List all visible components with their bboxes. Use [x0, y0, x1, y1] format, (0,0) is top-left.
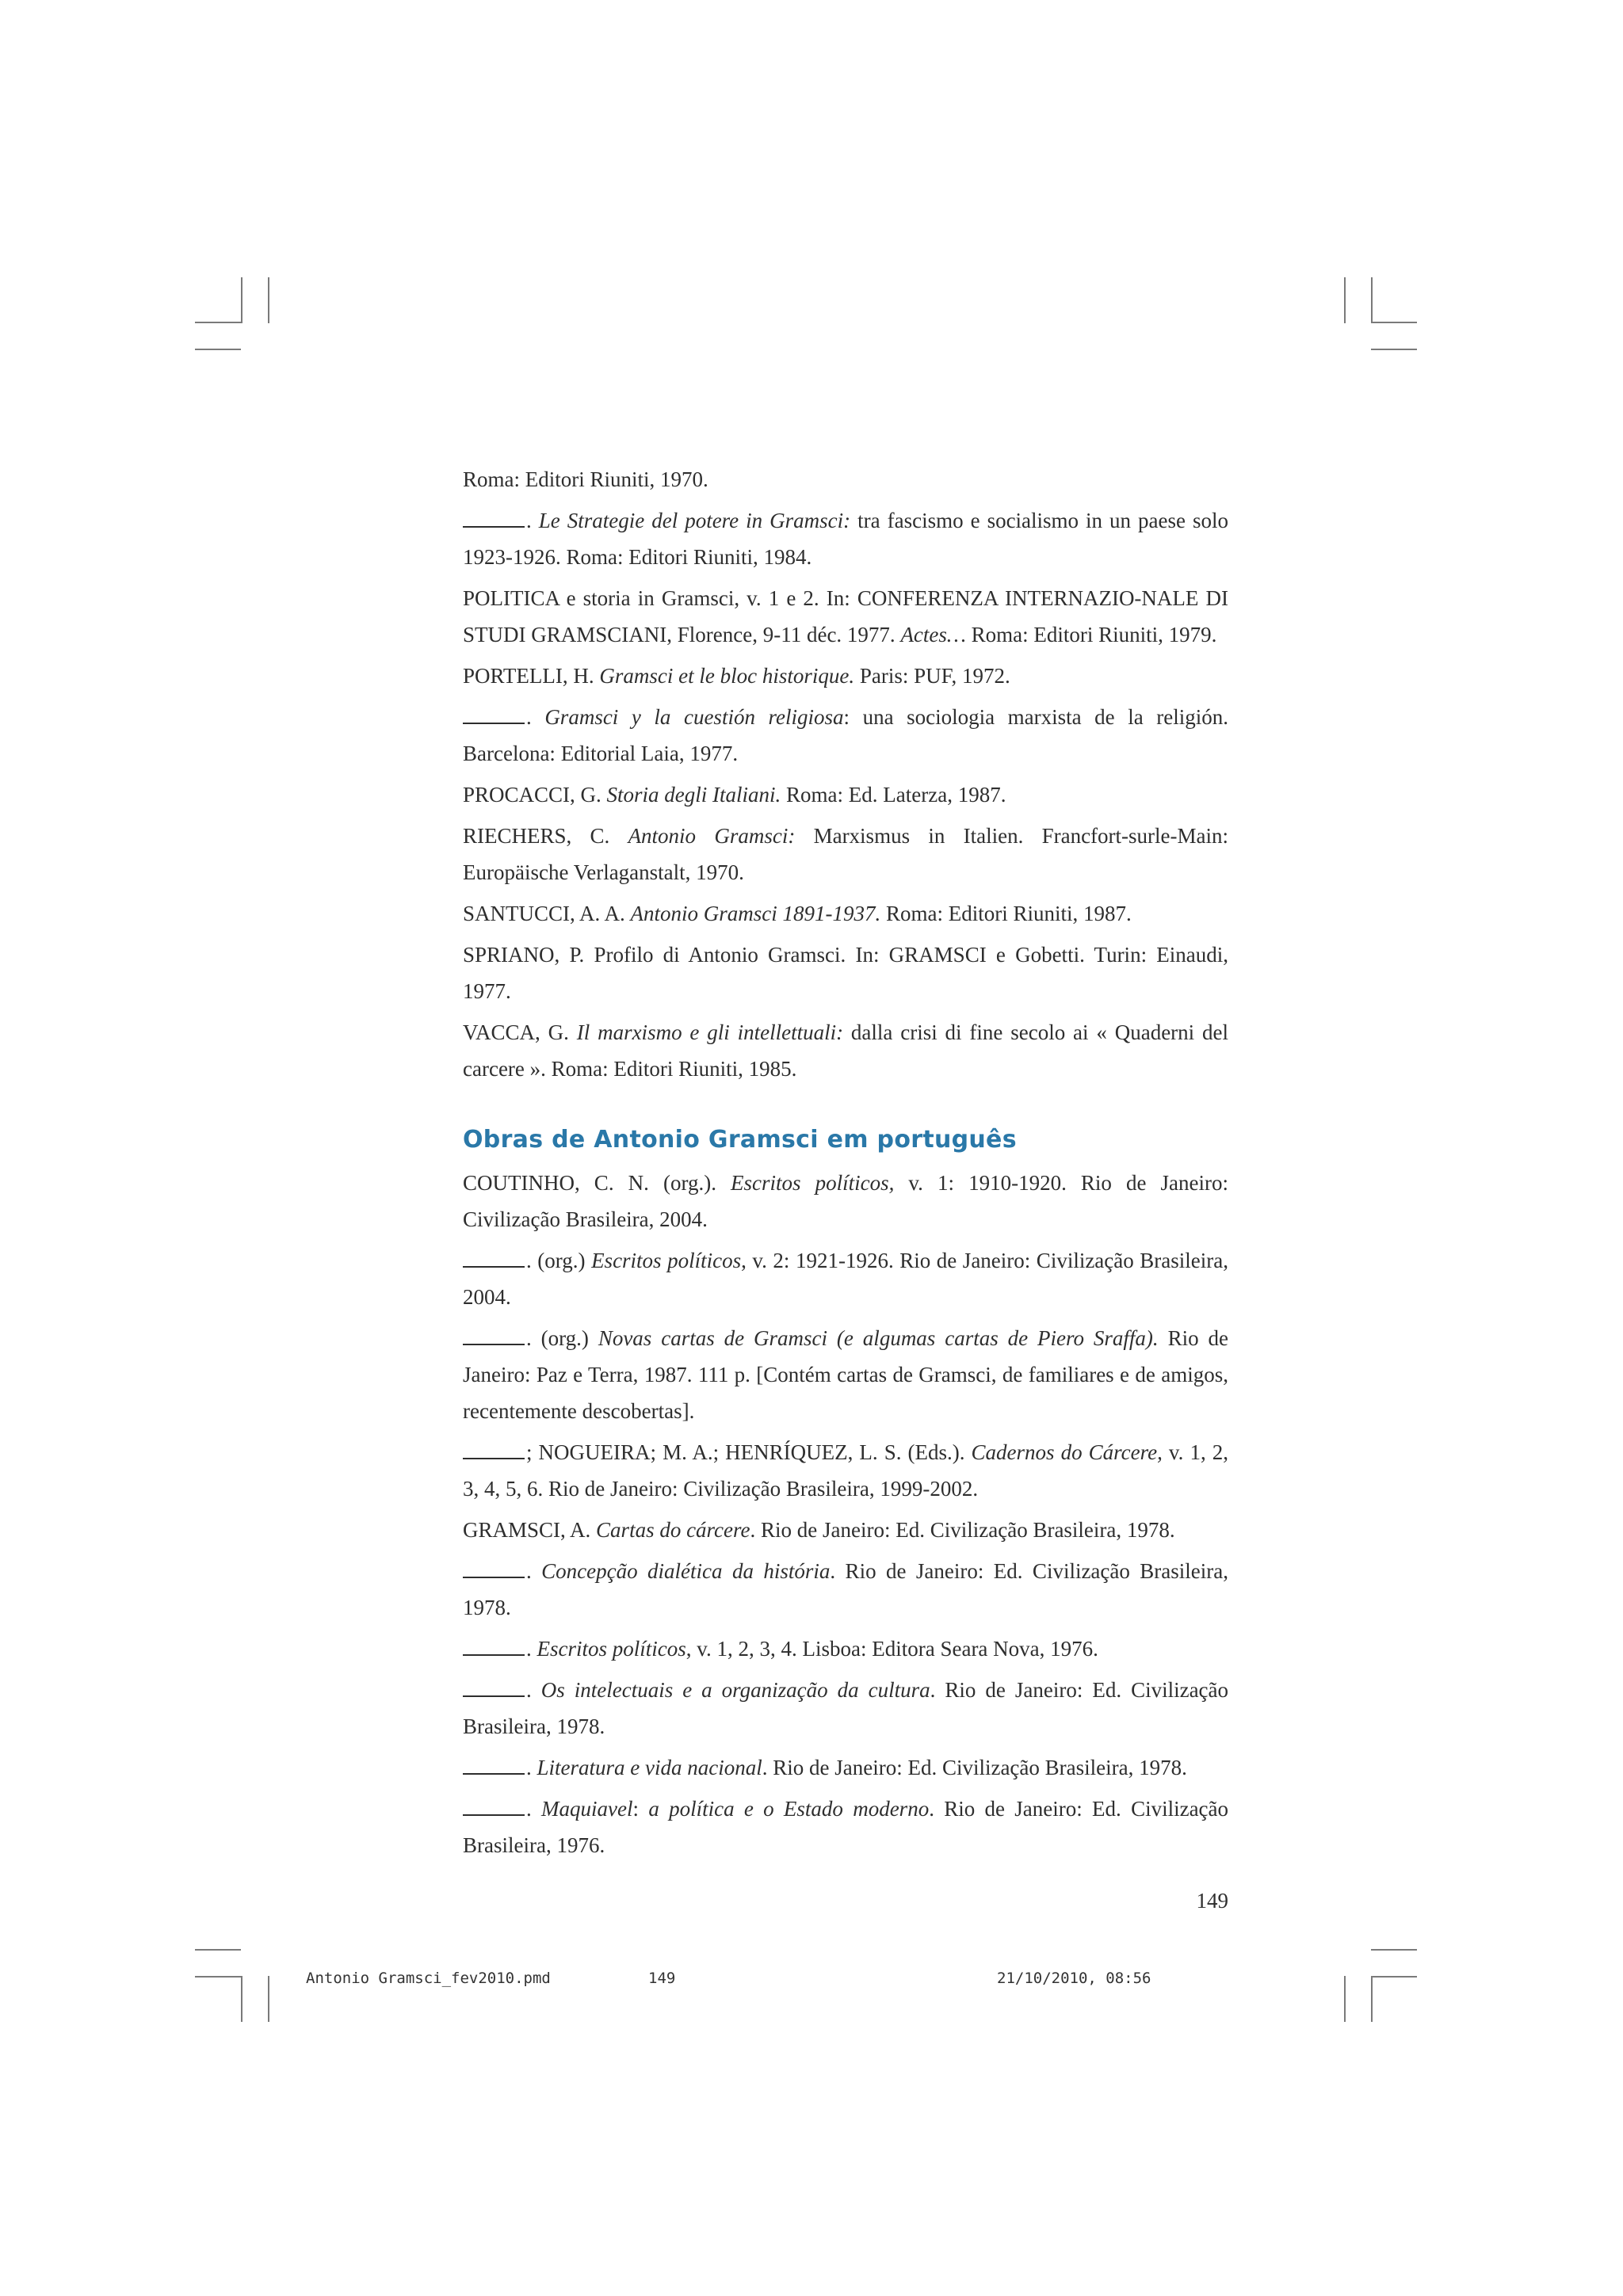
entry-text: . — [526, 1637, 537, 1661]
section-heading: Obras de Antonio Gramsci em português — [463, 1126, 1017, 1154]
entry-text: . Rio de Janeiro: Ed. Civilização Brasileira, 1978. — [463, 1559, 1229, 1619]
bibliography-entry — [463, 818, 1228, 891]
repeat-author-dash — [463, 1814, 525, 1816]
entry-text: RIECHERS, C. — [463, 824, 628, 848]
entry-title: Storia degli Italiani. — [606, 783, 781, 807]
crop-mark — [195, 1949, 241, 1951]
page-number: 149 — [1196, 1889, 1228, 1913]
entry-title: Escritos políticos, — [731, 1171, 895, 1195]
bibliography-entry — [463, 1165, 1228, 1238]
entry-text: . (org.) — [526, 1326, 598, 1350]
entry-text: . — [526, 1756, 537, 1779]
repeat-author-dash — [463, 1266, 525, 1268]
crop-mark — [1371, 322, 1417, 323]
footer-filename: Antonio Gramsci_fev2010.pmd — [306, 1970, 551, 1987]
bibliography-entry — [463, 1014, 1228, 1087]
bibliography-entry — [463, 1320, 1228, 1429]
entry-text: v. 1: 1910-1920. Rio de Janeiro: Civilização Brasileira, 2004. — [463, 1171, 1229, 1231]
entry-text: VACCA, G. — [463, 1020, 577, 1044]
crop-mark — [268, 277, 269, 323]
repeat-author-dash — [463, 1344, 525, 1345]
bibliography-entry — [463, 1791, 1228, 1863]
entry-text: : una sociologia marxista de la religión. Barcelona: Editorial Laia, 1977. — [463, 705, 1228, 765]
entry-title: Le Strategie del potere in Gramsci: — [538, 509, 851, 532]
entry-title: Il marxismo e gli intellettuali: — [576, 1020, 844, 1044]
bibliography-entry — [463, 936, 1228, 1009]
bibliography-entry — [463, 1553, 1228, 1626]
entry-title: Escritos políticos — [591, 1249, 742, 1272]
entry-text: Paris: PUF, 1972. — [854, 664, 1010, 688]
entry-title: Cartas do cárcere — [596, 1518, 750, 1542]
bibliography-entry — [463, 1512, 1228, 1548]
bibliography-entry — [463, 776, 1228, 813]
bibliography-entry — [463, 1672, 1228, 1745]
entry-text: ; NOGUEIRA; M. A.; HENRÍQUEZ, L. S. (Eds.). — [526, 1440, 972, 1464]
bibliography-entry — [463, 658, 1228, 694]
repeat-author-dash — [463, 1773, 525, 1775]
bibliography-list — [463, 461, 1228, 1087]
crop-mark — [1344, 1976, 1346, 2022]
entry-text: SPRIANO, P. Profilo di Antonio Gramsci. In: GRAMSCI e Gobetti. Turin: Einaudi, 1977. — [463, 943, 1228, 1003]
entry-text: Roma: Ed. Laterza, 1987. — [781, 783, 1006, 807]
crop-mark — [1371, 277, 1373, 323]
entry-title: Escritos políticos — [537, 1637, 686, 1661]
crop-mark — [1371, 349, 1417, 350]
bibliography-entry — [463, 895, 1228, 932]
crop-mark — [241, 277, 242, 323]
crop-mark — [1371, 1976, 1373, 2022]
entry-title: Gramsci et le bloc historique. — [599, 664, 855, 688]
entry-text: Marxismus in Italien. Francfort-surle-Main: Europäische Verlaganstalt, 1970. — [463, 824, 1229, 884]
entry-text: COUTINHO, C. N. (org.). — [463, 1171, 731, 1195]
entry-text: PORTELLI, H. — [463, 664, 600, 688]
entry-title: Cadernos do Cárcere, — [971, 1440, 1163, 1464]
entry-text: tra fascismo e socialismo in un paese solo 1923-1926. Roma: Editori Riuniti, 1984. — [463, 509, 1228, 569]
entry-text: . Rio de Janeiro: Ed. Civilização Brasileira, 1978. — [463, 1678, 1229, 1738]
bibliography-entry — [463, 699, 1228, 772]
bibliography-entry — [463, 502, 1228, 575]
repeat-author-dash — [463, 526, 525, 528]
crop-mark — [1371, 1949, 1417, 1951]
bibliography-text — [463, 461, 1228, 1868]
entry-title: Literatura e vida nacional — [537, 1756, 762, 1779]
entry-text: . — [526, 1797, 542, 1821]
entry-text: . (org.) — [526, 1249, 592, 1272]
crop-mark — [195, 349, 241, 350]
crop-mark — [1371, 1976, 1417, 1978]
crop-mark — [195, 1976, 241, 1978]
bibliography-entry — [463, 1749, 1228, 1786]
bibliography-entry — [463, 1630, 1228, 1667]
entry-text: . Rio de Janeiro: Ed. Civilização Brasileira, 1978. — [762, 1756, 1187, 1779]
repeat-author-dash — [463, 1458, 525, 1459]
entry-text: dalla crisi di fine secolo ai « Quaderni del carcere ». Roma: Editori Riuniti, 1985. — [463, 1020, 1229, 1081]
entry-text: : — [632, 1797, 649, 1821]
entry-text: Rio de Janeiro: Paz e Terra, 1987. 111 p. [Contém cartas de Gramsci, de familiares e de amigos, recentemente descobertas]. — [463, 1326, 1228, 1423]
repeat-author-dash — [463, 723, 525, 724]
entry-text: Roma: Editori Riuniti, 1987. — [880, 902, 1132, 925]
entry-text: . — [526, 705, 545, 729]
bibliography-entry — [463, 1242, 1228, 1315]
entry-text: PROCACCI, G. — [463, 783, 607, 807]
entry-text: v. 1, 2, 3, 4, 5, 6. Rio de Janeiro: Civilização Brasileira, 1999-2002. — [463, 1440, 1228, 1501]
entry-title: Gramsci y la cuestión religiosa — [544, 705, 844, 729]
entry-title: Os intelectuais e a organização da cultura — [540, 1678, 930, 1702]
entry-title: a política e o Estado moderno — [648, 1797, 930, 1821]
crop-mark — [241, 1976, 242, 2022]
entry-text: , v. 1, 2, 3, 4. Lisboa: Editora Seara Nova, 1976. — [685, 1637, 1098, 1661]
entry-title: Concepção dialética da história — [541, 1559, 831, 1583]
entry-text: , v. 2: 1921-1926. Rio de Janeiro: Civilização Brasileira, 2004. — [463, 1249, 1229, 1309]
repeat-author-dash — [463, 1577, 525, 1578]
entry-text: Roma: Editori Riuniti, 1979. — [965, 623, 1217, 646]
entry-title: Actes… — [900, 623, 966, 646]
bibliography-entry — [463, 580, 1228, 653]
entry-text: . — [526, 1559, 542, 1583]
entry-text: . Rio de Janeiro: Ed. Civilização Brasileira, 1978. — [750, 1518, 1175, 1542]
crop-mark — [268, 1976, 269, 2022]
entry-title: Antonio Gramsci 1891-1937. — [630, 902, 881, 925]
entry-text: . — [526, 1678, 541, 1702]
crop-mark — [195, 322, 241, 323]
bibliography-list-portuguese — [463, 1165, 1228, 1863]
entry-text: SANTUCCI, A. A. — [463, 902, 631, 925]
entry-title: Antonio Gramsci: — [628, 824, 796, 848]
entry-text: Roma: Editori Riuniti, 1970. — [463, 467, 708, 491]
crop-mark — [1344, 277, 1346, 323]
entry-title: Maquiavel — [541, 1797, 633, 1821]
footer-timestamp: 21/10/2010, 08:56 — [997, 1970, 1151, 1987]
entry-title: Novas cartas de Gramsci (e algumas cartas de Piero Sraffa). — [598, 1326, 1159, 1350]
repeat-author-dash — [463, 1695, 525, 1697]
entry-text: GRAMSCI, A. — [463, 1518, 597, 1542]
bibliography-entry — [463, 461, 1228, 498]
footer-page: 149 — [648, 1970, 676, 1987]
bibliography-entry — [463, 1434, 1228, 1507]
entry-text: . Rio de Janeiro: Ed. Civilização Brasileira, 1976. — [463, 1797, 1229, 1857]
repeat-author-dash — [463, 1654, 525, 1656]
entry-text: . — [526, 509, 539, 532]
entry-text: POLITICA e storia in Gramsci, v. 1 e 2. In: CONFERENZA INTERNAZIO-NALE DI STUDI GRAMSCIANI, Florence, 9-11 déc. 1977. — [463, 586, 1228, 646]
